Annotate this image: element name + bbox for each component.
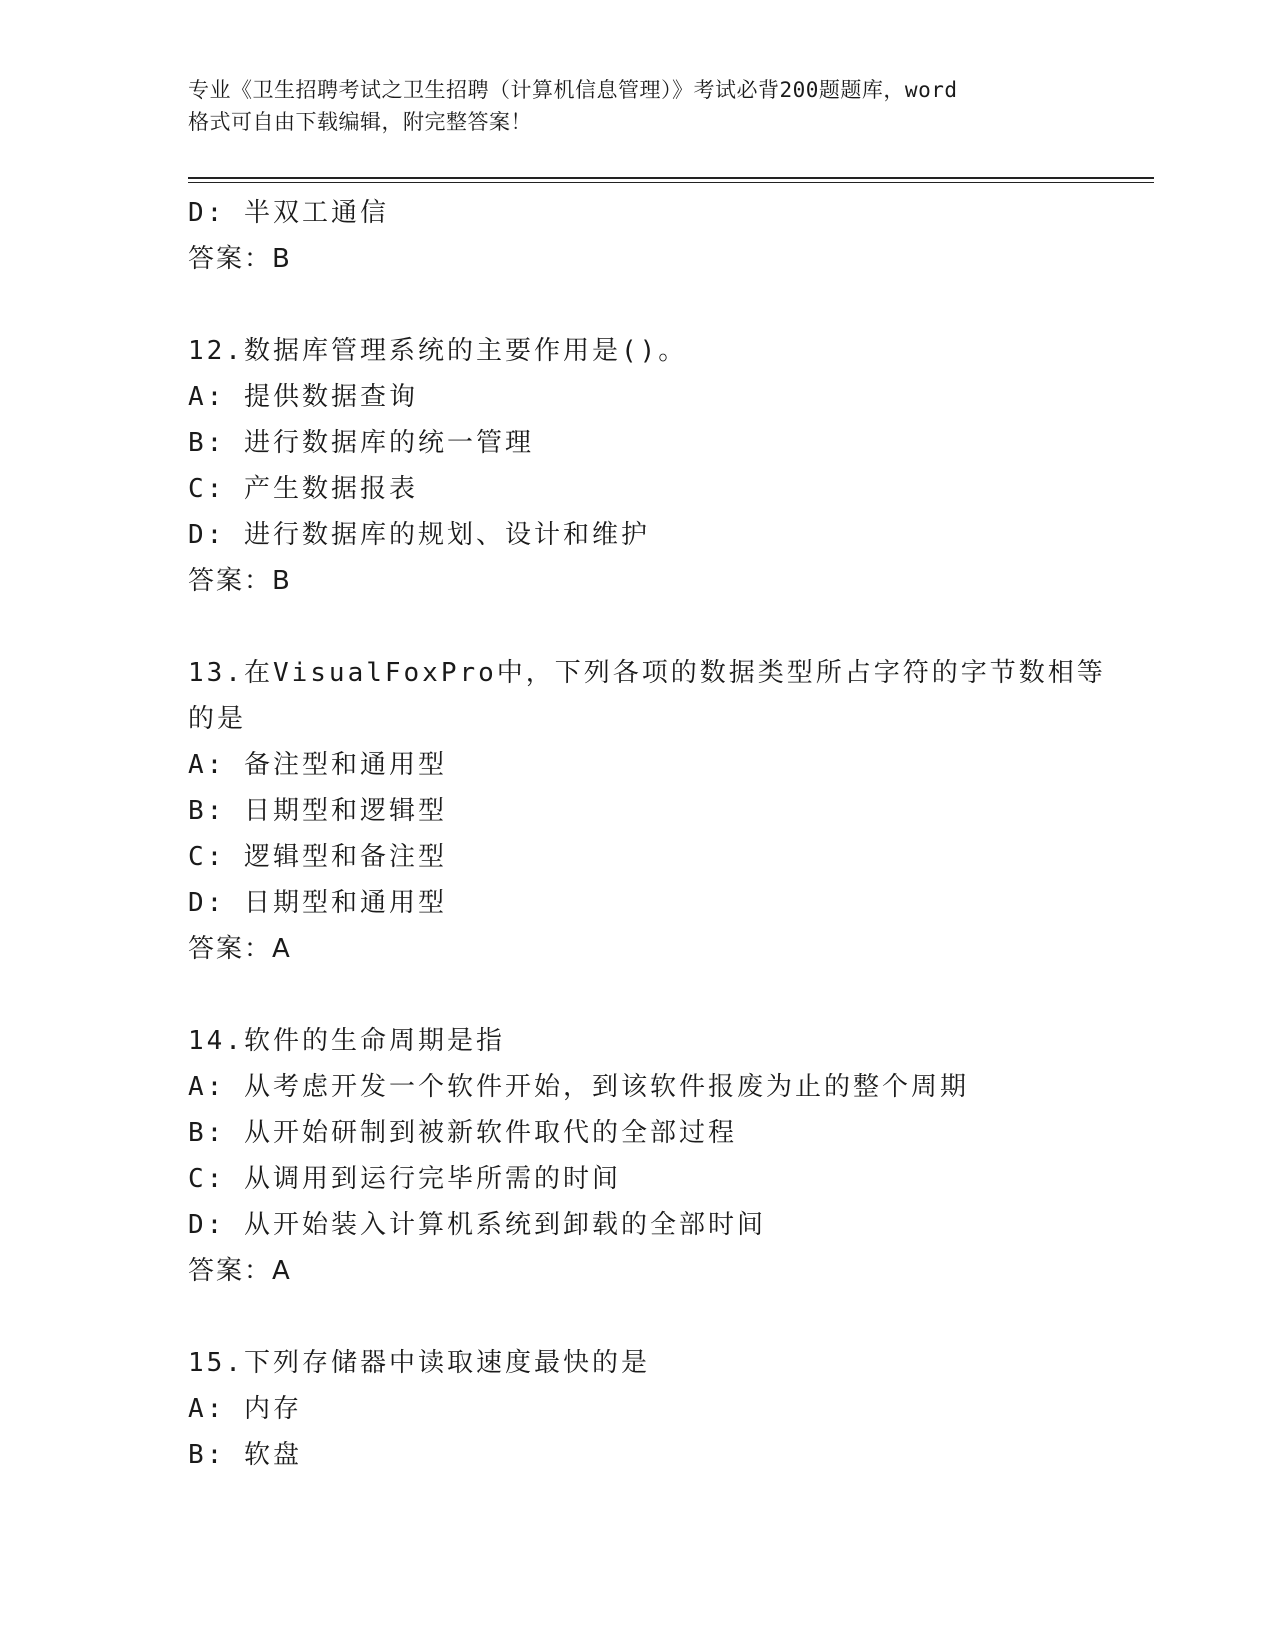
option-c: C: 产生数据报表 (188, 474, 418, 504)
question-block-13 (188, 650, 1106, 972)
answer-line: 答案：A (188, 1256, 292, 1286)
option-c: C: 逻辑型和备注型 (188, 842, 447, 872)
option-c: C: 从调用到运行完毕所需的时间 (188, 1164, 621, 1194)
header-line-1: 专业《卫生招聘考试之卫生招聘（计算机信息管理）》考试必背200题题库，word (188, 78, 958, 102)
header-line-2: 格式可自由下载编辑，附完整答案！ (188, 110, 532, 134)
header-divider-thick (188, 177, 1154, 179)
question-text: 14.软件的生命周期是指 (188, 1026, 505, 1056)
option-d: D: 半双工通信 (188, 198, 389, 228)
answer-line: 答案：B (188, 244, 292, 274)
option-b: B: 日期型和逻辑型 (188, 796, 447, 826)
spacer (188, 1294, 1088, 1340)
question-text: 12.数据库管理系统的主要作用是()。 (188, 336, 688, 366)
answer-line: 答案：B (188, 566, 292, 596)
option-b: B: 进行数据库的统一管理 (188, 428, 534, 458)
spacer (188, 282, 1088, 328)
option-a: A: 从考虑开发一个软件开始，到该软件报废为止的整个周期 (188, 1072, 969, 1102)
question-block-15 (188, 1340, 1088, 1478)
question-block-14 (188, 1018, 1088, 1294)
option-a: A: 备注型和通用型 (188, 750, 447, 780)
document-header (188, 74, 1088, 138)
option-d: D: 进行数据库的规划、设计和维护 (188, 520, 650, 550)
question-block-12 (188, 328, 1088, 604)
question-text-line-1: 13.在VisualFoxPro中，下列各项的数据类型所占字符的字节数相等 (188, 658, 1106, 688)
answer-line: 答案：A (188, 934, 292, 964)
question-text: 15.下列存储器中读取速度最快的是 (188, 1348, 650, 1378)
option-b: B: 软盘 (188, 1440, 302, 1470)
question-text-line-2: 的是 (188, 704, 247, 734)
option-a: A: 内存 (188, 1394, 302, 1424)
spacer (188, 604, 1088, 650)
header-divider-thin (188, 182, 1154, 183)
option-a: A: 提供数据查询 (188, 382, 418, 412)
question-block-11 (188, 190, 1088, 282)
option-d: D: 从开始装入计算机系统到卸载的全部时间 (188, 1210, 766, 1240)
option-d: D: 日期型和通用型 (188, 888, 447, 918)
spacer (188, 972, 1088, 1018)
option-b: B: 从开始研制到被新软件取代的全部过程 (188, 1118, 737, 1148)
question-list (188, 190, 1106, 1478)
